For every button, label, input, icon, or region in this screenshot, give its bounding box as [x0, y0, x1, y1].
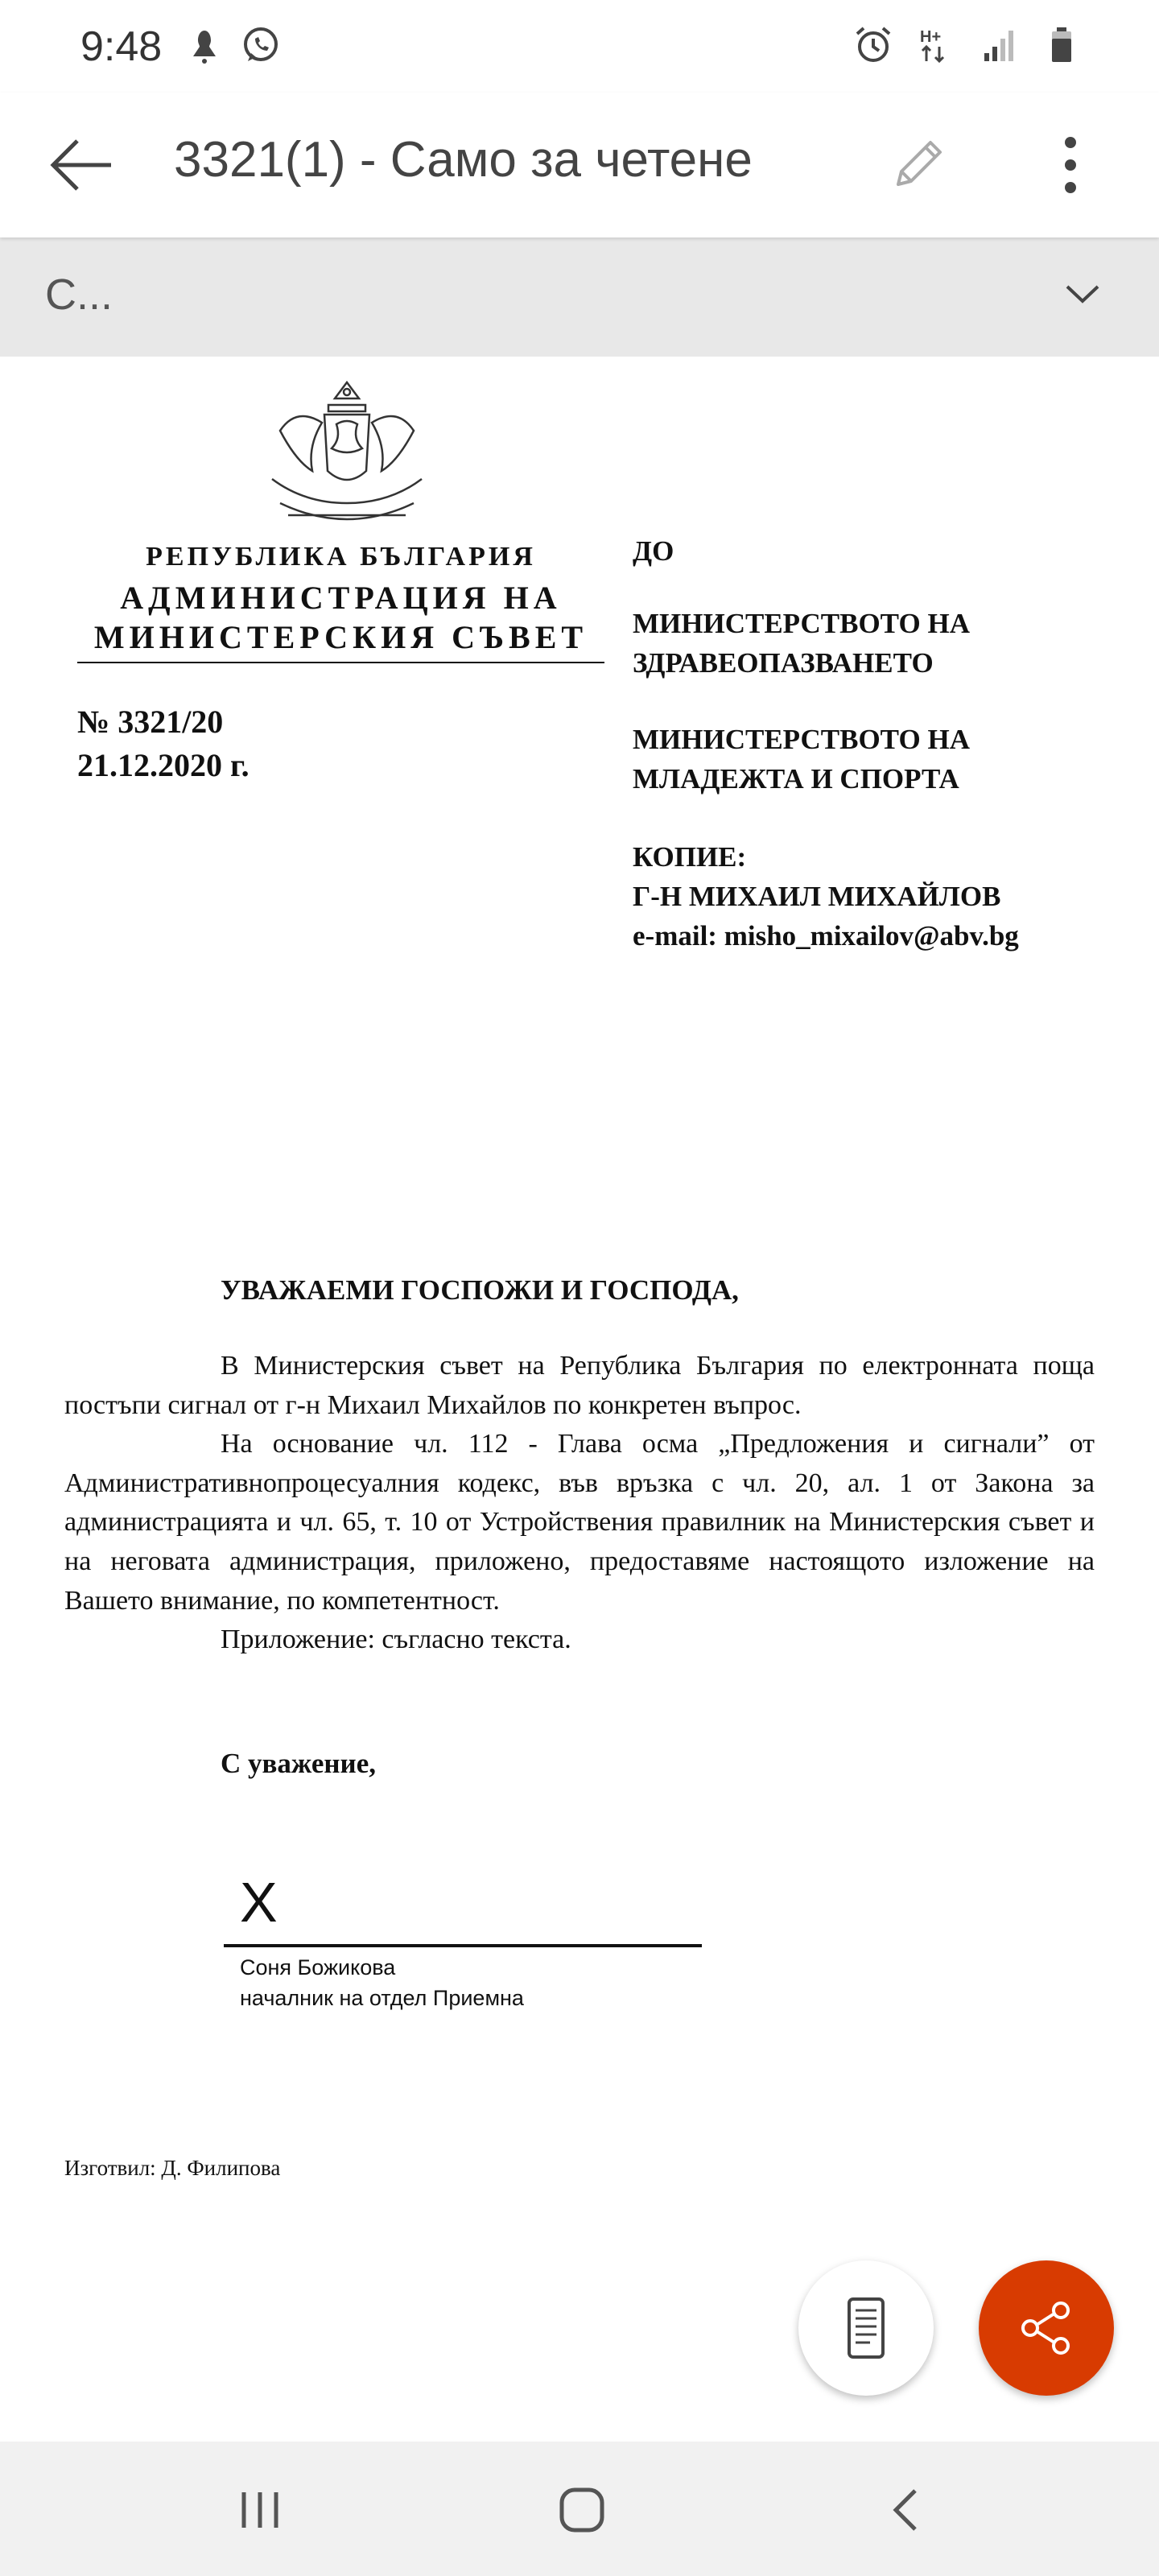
status-time: 9:48	[80, 23, 163, 70]
org-name-line1: РЕПУБЛИКА БЪЛГАРИЯ	[146, 542, 536, 572]
section-dropdown-toggle[interactable]	[1050, 262, 1115, 326]
document-date: 21.12.2020 г.	[77, 747, 250, 783]
copy-recipient-email: e-mail: misho_mixailov@abv.bg	[633, 920, 1019, 952]
status-bar	[0, 0, 1159, 93]
recipient1-line1: МИНИСТЕРСТВОТО НА	[633, 608, 971, 639]
document-icon	[838, 2296, 894, 2360]
reading-mode-button[interactable]	[798, 2260, 934, 2396]
closing: С уважение,	[221, 1748, 376, 1779]
home-icon	[554, 2482, 610, 2538]
back-icon	[883, 2486, 931, 2534]
more-vertical-icon	[1058, 133, 1083, 197]
org-name-line3: МИНИСТЕРСКИЯ СЪВЕТ	[93, 619, 588, 655]
letter-body	[64, 1347, 1095, 1660]
addressee-to: ДО	[633, 535, 674, 567]
chevron-down-icon	[1062, 282, 1103, 306]
body-paragraph: В Министерския съвет на Република България по електронната поща постъпи сигнал от г-н Михаил Михайлов по конкретен въпрос.	[64, 1351, 1095, 1420]
section-label: С...	[45, 270, 113, 319]
signature-mark: X	[240, 1871, 278, 1934]
alarm-icon	[852, 24, 894, 66]
document-number: № 3321/20	[77, 704, 224, 740]
nav-back-button[interactable]	[871, 2474, 943, 2546]
svg-text:H+: H+	[920, 28, 942, 46]
share-icon	[1014, 2296, 1079, 2360]
signer-title: началник на отдел Приемна	[240, 1986, 524, 2010]
salutation: УВАЖАЕМИ ГОСПОЖИ И ГОСПОДА,	[221, 1274, 739, 1306]
share-button[interactable]	[979, 2260, 1114, 2396]
org-name-line2: АДМИНИСТРАЦИЯ НА	[120, 580, 562, 616]
signer-name: Соня Божикова	[240, 1955, 396, 1979]
back-button[interactable]	[42, 125, 122, 205]
header-divider	[77, 662, 604, 663]
whatsapp-icon	[240, 24, 282, 66]
hplus-data-icon	[915, 24, 957, 66]
pencil-icon	[885, 133, 950, 197]
document-title: 3321(1) - Само за четене	[174, 132, 753, 188]
copies-label: КОПИЕ:	[633, 841, 747, 873]
recent-apps-icon	[236, 2486, 284, 2534]
prepared-by: Изготвил: Д. Филипова	[64, 2156, 281, 2180]
body-paragraph: Приложение: съгласно текста.	[221, 1624, 571, 1655]
notification-app-icon	[184, 24, 225, 66]
signal-icon	[978, 24, 1020, 66]
app-bar	[0, 93, 1159, 237]
more-options-button[interactable]	[1030, 125, 1111, 205]
recipient2-line1: МИНИСТЕРСТВОТО НА	[633, 724, 971, 755]
battery-icon	[1041, 24, 1083, 66]
recipient1-line2: ЗДРАВЕОПАЗВАНЕТО	[633, 647, 934, 679]
signature-line	[224, 1944, 702, 1947]
body-paragraph: На основание чл. 112 - Глава осма „Предложения и сигнали” от Административнопроцесуалния кодекс, във връзка с чл. 20, ал. 1 от Закона за администрацията и чл. 65, т. 10 от Устройствения правилник на Министерския съвет и на неговата администрация, приложено, предоставяме настоящото изложение на Вашето внимание, по компетентност.	[64, 1429, 1095, 1616]
edit-button[interactable]	[877, 125, 958, 205]
arrow-left-icon	[50, 137, 114, 193]
document-page	[0, 357, 1159, 2442]
recipient2-line2: МЛАДЕЖТА И СПОРТА	[633, 763, 959, 795]
copy-recipient-name: Г-Н МИХАИЛ МИХАЙЛОВ	[633, 881, 1001, 912]
section-selector[interactable]	[0, 237, 1159, 357]
system-nav-bar	[0, 2442, 1159, 2576]
home-button[interactable]	[546, 2474, 618, 2546]
recent-apps-button[interactable]	[224, 2474, 296, 2546]
coat-of-arms-emblem	[256, 374, 438, 535]
